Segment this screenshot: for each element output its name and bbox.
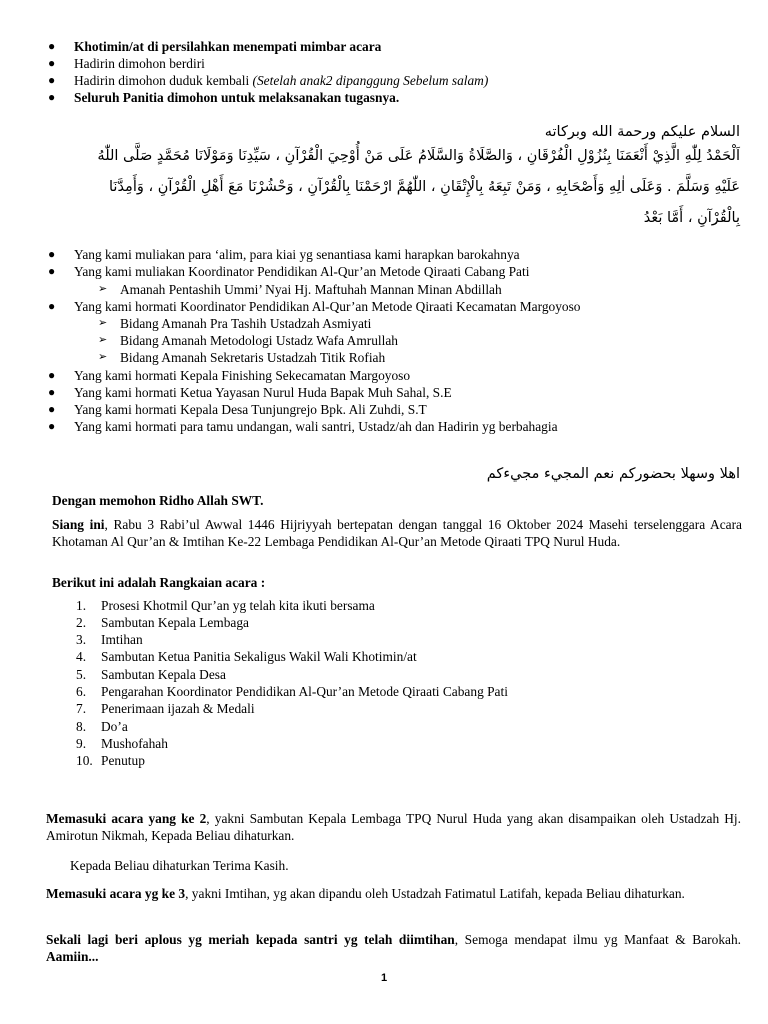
greeting-sub-item bbox=[98, 281, 738, 298]
rangkaian-text: Prosesi Khotmil Qur’an yg telah kita ikuti bersama bbox=[101, 598, 375, 613]
greeting-item bbox=[48, 384, 748, 401]
ridho-text: Dengan memohon Ridho Allah SWT. bbox=[52, 493, 264, 508]
rangkaian-number: 3. bbox=[76, 632, 87, 647]
rangkaian-number: 7. bbox=[76, 701, 87, 716]
arrow-right-icon: ➢ bbox=[98, 351, 108, 363]
acara2-paragraph bbox=[46, 810, 741, 844]
acara3-bold: Memasuki acara yg ke 3 bbox=[46, 886, 186, 901]
rangkaian-item bbox=[76, 683, 736, 700]
rangkaian-title-line bbox=[52, 574, 742, 591]
greeting-text: Yang kami hormati Ketua Yayasan Nurul Huda Bapak Muh Sahal, S.E bbox=[74, 385, 452, 400]
rangkaian-text: Sambutan Kepala Lembaga bbox=[101, 615, 249, 630]
arabic-salam: السلام عليكم ورحمة الله وبركاته bbox=[544, 124, 740, 140]
rangkaian-number: 8. bbox=[76, 719, 87, 734]
bullet-dot-icon: ● bbox=[48, 402, 56, 416]
rangkaian-number: 9. bbox=[76, 736, 87, 751]
greeting-item bbox=[48, 418, 748, 435]
siang-bold: Siang ini bbox=[52, 517, 105, 532]
greeting-item bbox=[48, 298, 748, 315]
aplous-bold: Sekali lagi beri aplous yg meriah kepada santri yg telah diimtihan bbox=[46, 932, 455, 947]
bullet-dot-icon: ● bbox=[48, 247, 56, 261]
rangkaian-text: Sambutan Ketua Panitia Sekaligus Wakil Wali Khotimin/at bbox=[101, 649, 417, 664]
top-bullet-main: Hadirin dimohon duduk kembali bbox=[74, 73, 253, 88]
bullet-dot-icon: ● bbox=[48, 56, 56, 70]
greeting-sub-item bbox=[98, 332, 738, 349]
arrow-right-icon: ➢ bbox=[98, 334, 108, 346]
rangkaian-item bbox=[76, 597, 736, 614]
greeting-sub-text: Amanah Pentashih Ummi’ Nyai Hj. Maftuhah Mannan Minan Abdillah bbox=[120, 282, 502, 297]
rangkaian-text: Penerimaan ijazah & Medali bbox=[101, 701, 255, 716]
top-bullet-3 bbox=[48, 72, 748, 89]
bullet-dot-icon: ● bbox=[48, 264, 56, 278]
aplous-rest: , Semoga mendapat ilmu yg Manfaat & Barokah. bbox=[454, 932, 741, 947]
bullet-dot-icon: ● bbox=[48, 39, 56, 53]
rangkaian-text: Pengarahan Koordinator Pendidikan Al-Qur’an Metode Qiraati Cabang Pati bbox=[101, 684, 508, 699]
top-bullet-text: Hadirin dimohon berdiri bbox=[74, 56, 205, 71]
greeting-item bbox=[48, 246, 748, 263]
acara3-paragraph bbox=[46, 885, 741, 902]
rangkaian-item bbox=[76, 631, 736, 648]
greeting-item bbox=[48, 263, 748, 280]
rangkaian-number: 1. bbox=[76, 598, 87, 613]
acara3-rest: , yakni Imtihan, yg akan dipandu oleh Ustadzah Fatimatul Latifah, kepada Beliau dihaturkan. bbox=[185, 886, 685, 901]
rangkaian-item bbox=[76, 700, 736, 717]
greeting-item bbox=[48, 367, 748, 384]
greeting-sub-text: Bidang Amanah Sekretaris Ustadzah Titik Rofiah bbox=[120, 350, 386, 365]
top-bullet-2 bbox=[48, 55, 748, 72]
acara2-rest: , yakni Sambutan Kepala Lembaga TPQ Nurul Huda yang akan disampaikan oleh Ustadzah Hj. Amirotun Nikmah, Kepada Beliau dihaturkan. bbox=[46, 811, 741, 843]
rangkaian-item bbox=[76, 752, 736, 769]
page-number: 1 bbox=[380, 972, 388, 984]
rangkaian-item bbox=[76, 648, 736, 665]
top-bullet-note: (Setelah anak2 dipanggung Sebelum salam) bbox=[252, 73, 489, 88]
greeting-sub-text: Bidang Amanah Pra Tashih Ustadzah Asmiyati bbox=[120, 316, 372, 331]
arabic-line-3: بِالْقُرْآنِ ، أَمَّا بَعْدُ bbox=[643, 210, 740, 226]
bullet-dot-icon: ● bbox=[48, 419, 56, 433]
rangkaian-text: Penutup bbox=[101, 753, 145, 768]
top-bullet-text: Khotimin/at di persilahkan menempati mimbar acara bbox=[74, 39, 382, 54]
greeting-text: Yang kami muliakan para ‘alim, para kiai yg senantiasa kami harapkan barokahnya bbox=[74, 247, 520, 262]
greeting-text: Yang kami hormati Kepala Finishing Sekecamatan Margoyoso bbox=[74, 368, 411, 383]
siang-paragraph bbox=[52, 516, 742, 550]
greeting-sub-item bbox=[98, 349, 738, 366]
rangkaian-number: 2. bbox=[76, 615, 87, 630]
arrow-right-icon: ➢ bbox=[98, 317, 108, 329]
rangkaian-text: Sambutan Kepala Desa bbox=[101, 667, 226, 682]
arrow-right-icon: ➢ bbox=[98, 283, 108, 295]
siang-rest: , Rabu 3 Rabi’ul Awwal 1446 Hijriyyah bertepatan dengan tanggal 16 Oktober 2024 Masehi terselenggara Acara Khotaman Al Qur’an & Imtihan Ke-22 Lembaga Pendidikan Al-Qur’an Metode Qiraati TPQ Nurul Huda. bbox=[52, 517, 742, 549]
arabic-line-2: عَلَيْهِ وَسَلَّمَ . وَعَلَى اٰلِهِ وَأَصْحَابِهِ ، وَمَنْ تَبِعَهُ بِالْإِتْقَانِ ، اللّٰهُمَّ ارْحَمْنَا بِالْقُرْآنِ ، وَحْشُرْنَا مَعَ أَهْلِ الْقُرْآنِ ، وَأَمِدَّنَا bbox=[108, 179, 740, 195]
greeting-sub-text: Bidang Amanah Metodologi Ustadz Wafa Amrullah bbox=[120, 333, 398, 348]
aplous-aamiin: Aamiin... bbox=[46, 949, 99, 964]
rangkaian-item bbox=[76, 614, 736, 631]
aplous-paragraph bbox=[46, 931, 741, 965]
rangkaian-text: Do’a bbox=[101, 719, 128, 734]
rangkaian-number: 6. bbox=[76, 684, 87, 699]
terima-kasih-line: Kepada Beliau dihaturkan Terima Kasih. bbox=[70, 858, 289, 873]
rangkaian-number: 4. bbox=[76, 649, 87, 664]
greeting-item bbox=[48, 401, 748, 418]
rangkaian-text: Mushofahah bbox=[101, 736, 168, 751]
top-bullet-text bbox=[74, 72, 488, 89]
greeting-text: Yang kami hormati Koordinator Pendidikan Al-Qur’an Metode Qiraati Kecamatan Margoyoso bbox=[74, 299, 581, 314]
bullet-dot-icon: ● bbox=[48, 299, 56, 313]
top-bullet-4 bbox=[48, 89, 748, 106]
top-bullet-1 bbox=[48, 38, 748, 55]
arabic-line-1: اَلْحَمْدُ لِلّٰهِ الَّذِيْ أَنْعَمَنَا بِنُزُوْلِ الْفُرْقَانِ ، وَالصَّلَاةُ وَالسَّلَامُ عَلَى مَنْ أُوْحِيَ الْقُرْآنِ ، سَيِّدِنَا وَمَوْلَانَا مُحَمَّدٍ صَلَّى اللّٰهُ bbox=[97, 148, 740, 164]
ridho-line bbox=[52, 492, 742, 509]
rangkaian-text: Imtihan bbox=[101, 632, 143, 647]
bullet-dot-icon: ● bbox=[48, 368, 56, 382]
rangkaian-title: Berikut ini adalah Rangkaian acara : bbox=[52, 575, 266, 590]
greeting-sub-item bbox=[98, 315, 738, 332]
rangkaian-item bbox=[76, 735, 736, 752]
rangkaian-number: 5. bbox=[76, 667, 87, 682]
bullet-dot-icon: ● bbox=[48, 385, 56, 399]
greeting-text: Yang kami hormati para tamu undangan, wali santri, Ustadz/ah dan Hadirin yg berbahagia bbox=[74, 419, 558, 434]
greeting-text: Yang kami hormati Kepala Desa Tunjungrejo Bpk. Ali Zuhdi, S.T bbox=[74, 402, 427, 417]
bullet-dot-icon: ● bbox=[48, 73, 56, 87]
rangkaian-number: 10. bbox=[76, 753, 93, 768]
rangkaian-item bbox=[76, 666, 736, 683]
acara2-bold: Memasuki acara yang ke 2 bbox=[46, 811, 207, 826]
top-bullet-text: Seluruh Panitia dimohon untuk melaksanakan tugasnya. bbox=[74, 90, 400, 105]
arabic-welcome: اهلا وسهلا بحضوركم نعم المجيء مجيءكم bbox=[486, 466, 740, 482]
rangkaian-item bbox=[76, 718, 736, 735]
greeting-text: Yang kami muliakan Koordinator Pendidikan Al-Qur’an Metode Qiraati Cabang Pati bbox=[74, 264, 530, 279]
bullet-dot-icon: ● bbox=[48, 90, 56, 104]
